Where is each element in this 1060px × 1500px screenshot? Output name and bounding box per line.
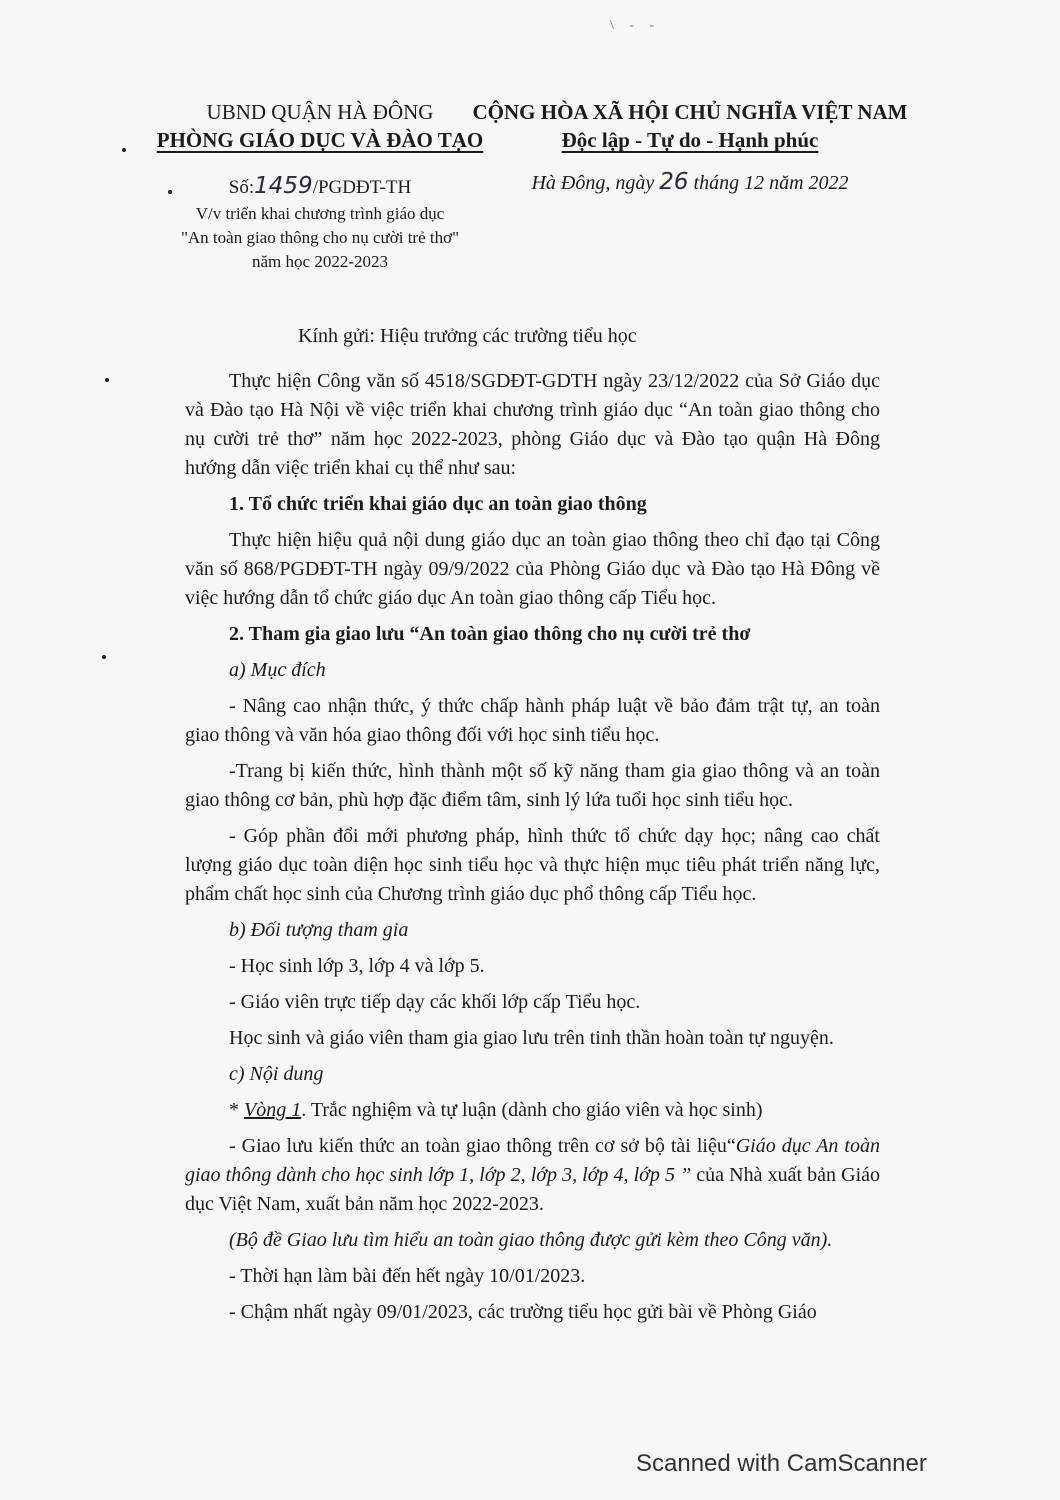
date-day-handwritten: 26 — [659, 169, 689, 195]
document-subject — [150, 202, 490, 274]
scan-speck — [105, 378, 109, 382]
round-description: . Trắc nghiệm và tự luận (dành cho giáo viên và học sinh) — [301, 1099, 763, 1121]
date-prefix: Hà Đông, ngày — [531, 172, 660, 194]
purpose-item: - Nâng cao nhận thức, ý thức chấp hành pháp luật về bảo đảm trật tự, an toàn giao thông và văn hóa giao thông đối với học sinh tiểu học. — [185, 695, 880, 746]
content-submission: - Chậm nhất ngày 09/01/2023, các trường tiểu học gửi bài về Phòng Giáo — [229, 1301, 817, 1323]
date-suffix: tháng 12 năm 2022 — [688, 172, 849, 194]
national-title-block — [470, 98, 910, 154]
scan-speck — [168, 190, 172, 194]
document-number-handwritten: 1459 — [254, 173, 313, 199]
national-title: CỘNG HÒA XÃ HỘI CHỦ NGHĨA VIỆT NAM — [472, 100, 908, 124]
subsection-heading-a: a) Mục đích — [229, 659, 326, 681]
subject-line: năm học 2022-2023 — [252, 252, 388, 271]
document-number-suffix: /PGDĐT-TH — [312, 177, 412, 198]
subject-line: "An toàn giao thông cho nụ cười trẻ thơ" — [180, 228, 460, 247]
recipient-line: Kính gửi: Hiệu trưởng các trường tiểu học — [298, 325, 637, 347]
section-1-paragraph: Thực hiện hiệu quả nội dung giáo dục an toàn giao thông theo chỉ đạo tại Công văn số 868/PGDĐT-TH ngày 09/9/2022 của Phòng Giáo dục và Đào tạo Hà Đông về việc hướng dẫn tổ chức giáo dục An toàn giao thông cấp Tiểu học. — [185, 529, 880, 609]
participant-note: Học sinh và giáo viên tham gia giao lưu trên tinh thần hoàn toàn tự nguyện. — [229, 1027, 834, 1049]
document-number — [150, 172, 490, 202]
content-item-book-title: Giáo dục An toàn giao thông dành cho học sinh lớp 1, lớp 2, lớp 3, lớp 4, lớp 5 ” — [185, 1135, 880, 1186]
document-date — [470, 168, 910, 197]
participant-item: - Giáo viên trực tiếp dạy các khối lớp cấp Tiểu học. — [229, 991, 641, 1013]
issuer-district: UBND QUẬN HÀ ĐÔNG — [206, 100, 434, 124]
intro-paragraph: Thực hiện Công văn số 4518/SGDĐT-GDTH ngày 23/12/2022 của Sở Giáo dục và Đào tạo Hà Nội về việc triển khai chương trình giáo dục “An toàn giao thông cho nụ cười trẻ thơ” năm học 2022-2023, phòng Giáo dục và Đào tạo quận Hà Đông hướng dẫn việc triển khai cụ thể như sau: — [185, 370, 880, 479]
section-heading-1: 1. Tổ chức triển khai giáo dục an toàn giao thông — [229, 493, 647, 515]
content-note: (Bộ đề Giao lưu tìm hiểu an toàn giao thông được gửi kèm theo Công văn). — [229, 1229, 833, 1251]
section-heading-2: 2. Tham gia giao lưu “An toàn giao thông cho nụ cười trẻ thơ — [229, 623, 751, 645]
content-deadline: - Thời hạn làm bài đến hết ngày 10/01/2023. — [229, 1265, 586, 1287]
subsection-heading-c: c) Nội dung — [229, 1063, 324, 1085]
round-label: Vòng 1 — [244, 1099, 302, 1121]
round-star: * — [229, 1099, 244, 1121]
issuer-block — [150, 98, 490, 154]
purpose-item: -Trang bị kiến thức, hình thành một số kỹ năng tham gia giao thông và an toàn giao thông cơ bản, phù hợp đặc điểm tâm, sinh lý lứa tuổi học sinh tiểu học. — [185, 760, 880, 811]
scan-marks: \ - - — [610, 18, 661, 33]
content-item — [185, 1132, 880, 1219]
content-item-text: của Nhà xuất bản Giáo dục Việt Nam, xuất bản năm học 2022-2023. — [185, 1164, 881, 1215]
scanner-watermark: Scanned with CamScanner — [636, 1450, 927, 1477]
scan-speck — [102, 655, 106, 659]
subsection-heading-b: b) Đối tượng tham gia — [229, 919, 409, 941]
national-motto: Độc lập - Tự do - Hạnh phúc — [561, 128, 819, 152]
issuer-department: PHÒNG GIÁO DỤC VÀ ĐÀO TẠO — [156, 128, 484, 152]
subject-line: V/v triển khai chương trình giáo dục — [195, 204, 445, 223]
participant-item: - Học sinh lớp 3, lớp 4 và lớp 5. — [229, 955, 485, 977]
purpose-item: - Góp phần đổi mới phương pháp, hình thức tổ chức dạy học; nâng cao chất lượng giáo dục toàn diện học sinh tiểu học và thực hiện mục tiêu phát triển năng lực, phẩm chất học sinh của Chương trình giáo dục phổ thông cấp Tiểu học. — [185, 825, 880, 905]
document-body — [185, 367, 880, 1334]
document-number-prefix: Số: — [228, 177, 255, 198]
content-item-text: - Giao lưu kiến thức an toàn giao thông trên cơ sở bộ tài liệu“ — [229, 1135, 736, 1157]
content-round-1 — [185, 1096, 880, 1125]
scan-speck — [122, 148, 126, 152]
